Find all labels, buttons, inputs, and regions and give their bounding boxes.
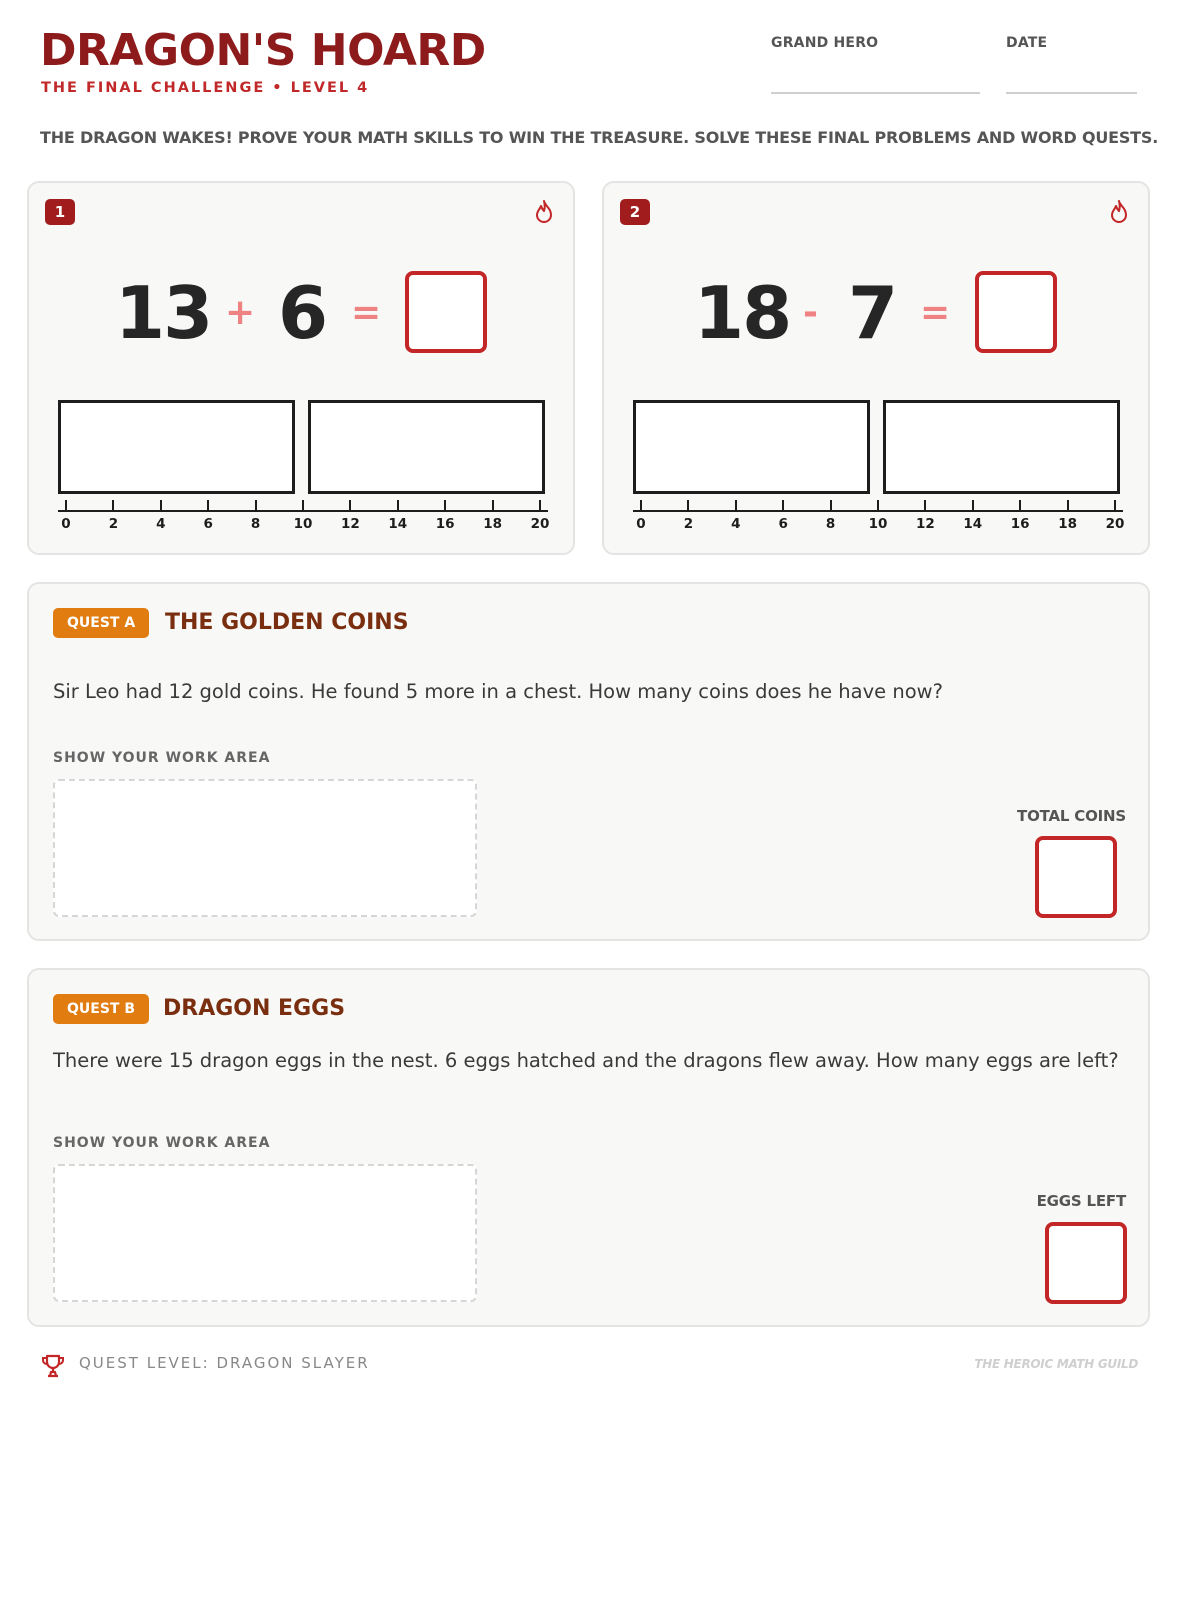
number-line-label: 2 [683,516,694,532]
quest-text: Sir Leo had 12 gold coins. He found 5 more in a chest. How many coins does he have now? [53,680,943,703]
quest-title: THE GOLDEN COINS [165,610,409,635]
addend-a: 13 [115,271,212,355]
grand-hero-field[interactable] [771,92,980,94]
number-line-tick [830,500,832,511]
operator-minus: - [803,292,818,333]
problem-number-badge: 2 [620,199,650,225]
answer-box[interactable] [1035,836,1117,918]
number-line-label: 12 [915,516,935,532]
answer-label: EGGS LEFT [1036,1192,1126,1210]
number-line-tick [207,500,209,511]
number-line-tick [539,500,541,511]
number-line-label: 4 [156,516,166,532]
number-line-label: 0 [636,516,646,532]
number-line-label: 6 [778,516,788,532]
ten-frame-right[interactable] [883,400,1120,494]
number-line-tick [349,500,351,511]
number-line-tick [492,500,494,511]
ten-frame-right[interactable] [308,400,545,494]
work-area-label: SHOW YOUR WORK AREA [53,1135,271,1151]
number-line-label: 14 [388,516,408,532]
number-line-tick [687,500,689,511]
operator-plus: + [225,292,256,333]
quest-tag: QUEST A [53,608,149,638]
guild-credit: THE HEROIC MATH GUILD [974,1357,1138,1371]
trophy-icon [40,1353,66,1379]
number-line-label: 12 [340,516,360,532]
number-line [633,500,1123,540]
number-line-label: 4 [731,516,741,532]
problem-card-1 [27,181,575,555]
number-line-label: 16 [435,516,455,532]
number-line-label: 16 [1010,516,1030,532]
date-field[interactable] [1006,92,1137,94]
number-line-label: 8 [825,516,836,532]
quest-text: There were 15 dragon eggs in the nest. 6 eggs hatched and the dragons flew away. How many eggs are left? [53,1049,1119,1072]
number-line-label: 18 [1058,516,1077,532]
number-line-tick [877,500,879,511]
flame-icon [533,199,555,225]
addend-b: 6 [278,271,327,355]
number-line-tick [112,500,114,511]
ten-frame-left[interactable] [58,400,295,494]
number-line-tick [160,500,162,511]
subtrahend: 7 [848,271,897,355]
number-line-label: 8 [250,516,261,532]
number-line-label: 14 [963,516,983,532]
flame-icon [1108,199,1130,225]
equals-sign: = [920,292,951,333]
number-line-tick [640,500,642,511]
quest-level-text: QUEST LEVEL: DRAGON SLAYER [79,1354,370,1372]
number-line-tick [255,500,257,511]
worksheet-header [40,26,1160,106]
number-line-label: 0 [61,516,71,532]
number-line-tick [302,500,304,511]
grand-hero-label: GRAND HERO [771,35,879,51]
number-line-label: 2 [108,516,119,532]
number-line-label: 20 [1105,516,1125,532]
work-area-label: SHOW YOUR WORK AREA [53,750,271,766]
work-area[interactable] [53,779,477,917]
number-line-label: 20 [530,516,550,532]
worksheet-title: DRAGON'S HOARD [40,25,486,76]
answer-box[interactable] [405,271,487,353]
number-line-tick [444,500,446,511]
quest-card-a [27,582,1150,941]
ten-frame-left[interactable] [633,400,870,494]
quest-title: DRAGON EGGS [163,996,346,1021]
number-line [58,500,548,540]
intro-instructions: THE DRAGON WAKES! PROVE YOUR MATH SKILLS TO WIN THE TREASURE. SOLVE THESE FINAL PROBLEMS AND WORD QUESTS. [40,128,1159,147]
equals-sign: = [351,292,382,333]
minuend: 18 [694,271,791,355]
answer-label: TOTAL COINS [1017,807,1126,825]
number-line-label: 18 [483,516,502,532]
worksheet-subtitle: THE FINAL CHALLENGE • LEVEL 4 [41,80,370,96]
date-label: DATE [1006,35,1048,51]
number-line-label: 10 [293,516,313,532]
problem-number-badge: 1 [45,199,75,225]
quest-card-b [27,968,1150,1327]
problem-card-2 [602,181,1150,555]
number-line-tick [65,500,67,511]
number-line-tick [1067,500,1069,511]
number-line-tick [1019,500,1021,511]
number-line-tick [735,500,737,511]
answer-box[interactable] [1045,1222,1127,1304]
number-line-tick [397,500,399,511]
number-line-tick [1114,500,1116,511]
work-area[interactable] [53,1164,477,1302]
number-line-label: 10 [868,516,888,532]
number-line-tick [782,500,784,511]
number-line-tick [972,500,974,511]
number-line-label: 6 [203,516,213,532]
quest-tag: QUEST B [53,994,149,1024]
number-line-tick [924,500,926,511]
answer-box[interactable] [975,271,1057,353]
